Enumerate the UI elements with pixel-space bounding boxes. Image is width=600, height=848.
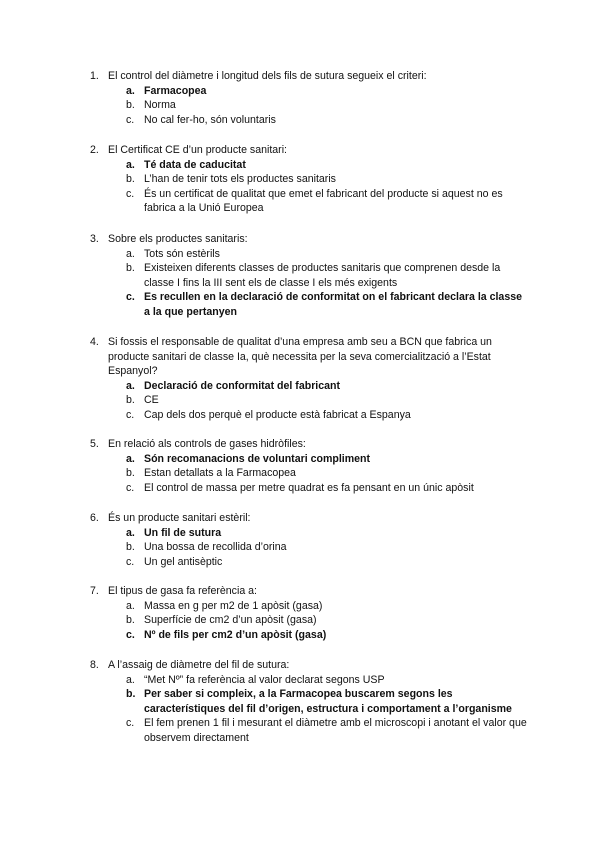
option-letter: a. [126,599,135,612]
option-text: Té data de caducitat [144,158,246,171]
question-stem [90,143,530,158]
question-4 [90,335,530,423]
question-number: 5. [90,438,99,450]
option-letter: b. [126,614,135,627]
option-b [90,261,530,290]
option-a [90,158,530,173]
option-letter: c. [126,408,135,421]
option-b [90,687,530,716]
option-text: CE [144,394,159,407]
option-list [90,379,530,423]
option-list [90,158,530,216]
option-c [90,555,530,570]
option-list [90,673,530,746]
option-c [90,290,530,319]
option-letter: b. [126,173,135,186]
option-text: Un fil de sutura [144,526,222,539]
option-c [90,716,530,745]
option-letter: a. [126,673,135,686]
option-text: Són recomanacions de voluntari compliment [144,452,371,465]
option-letter: c. [126,113,135,126]
question-2 [90,143,530,216]
option-text: L’han de tenir tots els productes sanitaris [144,173,336,186]
option-b [90,172,530,187]
option-text: El fem prenen 1 fil i mesurant el diàmetre amb el microscopi i anotant el valor que observem directament [144,717,527,744]
option-a [90,379,530,394]
question-7 [90,584,530,642]
option-list [90,247,530,320]
option-text: Es recullen en la declaració de conformitat on el fabricant declara la classe a la que pertanyen [144,291,522,318]
option-b [90,540,530,555]
option-letter: a. [126,526,135,539]
question-number: 6. [90,512,99,524]
option-c [90,481,530,496]
option-c [90,187,530,216]
option-text: Estan detallats a la Farmacopea [144,467,296,480]
option-letter: b. [126,541,135,554]
option-list [90,84,530,128]
option-letter: c. [126,628,135,641]
option-letter: c. [126,291,135,304]
question-5 [90,437,530,495]
option-letter: b. [126,99,135,112]
option-a [90,673,530,688]
option-text: Per saber si compleix, a la Farmacopea buscarem segons les característiques del fil d’origen, estructura i comportament a l’organisme [144,688,512,715]
question-text: El control del diàmetre i longitud dels fils de sutura segueix el criteri: [108,70,427,82]
option-letter: a. [126,379,135,392]
option-letter: b. [126,688,136,701]
question-text: En relació als controls de gases hidròfiles: [108,438,306,450]
option-letter: c. [126,717,135,730]
option-text: Farmacopea [144,84,207,97]
question-number: 1. [90,70,99,82]
option-text: Norma [144,99,176,112]
question-text: Si fossis el responsable de qualitat d’una empresa amb seu a BCN que fabrica un producte sanitari de classe Ia, què necessita per la seva comercialització a l’Estat Espanyol? [108,336,492,378]
question-1 [90,69,530,127]
option-a [90,247,530,262]
option-text: Nº de fils per cm2 d’un apòsit (gasa) [144,628,327,641]
question-text: És un producte sanitari estèril: [108,512,251,524]
option-text: És un certificat de qualitat que emet el fabricant del producte si aquest no es fabrica a la Unió Europea [144,187,503,215]
question-3 [90,232,530,320]
question-number: 2. [90,144,99,156]
option-text: Declaració de conformitat del fabricant [144,379,341,392]
option-a [90,84,530,99]
option-text: “Met Nº” fa referència al valor declarat segons USP [144,673,385,686]
option-letter: a. [126,452,135,465]
option-text: Tots són estèrils [144,247,220,260]
option-text: Massa en g per m2 de 1 apòsit (gasa) [144,599,323,612]
option-letter: c. [126,187,135,200]
option-b [90,98,530,113]
question-number: 3. [90,233,99,245]
option-text: Superfície de cm2 d’un apòsit (gasa) [144,614,317,627]
option-b [90,613,530,628]
option-text: No cal fer-ho, són voluntaris [144,113,276,126]
option-list [90,526,530,570]
option-a [90,452,530,467]
option-letter: b. [126,394,135,407]
question-text: A l’assaig de diàmetre del fil de sutura: [108,659,290,671]
question-text: Sobre els productes sanitaris: [108,233,248,245]
option-letter: a. [126,158,135,171]
question-text: El tipus de gasa fa referència a: [108,585,257,597]
option-list [90,599,530,643]
question-stem [90,658,530,673]
question-6 [90,511,530,569]
option-text: El control de massa per metre quadrat es fa pensant en un únic apòsit [144,481,474,494]
question-stem [90,232,530,247]
option-c [90,628,530,643]
option-text: Existeixen diferents classes de productes sanitaris que comprenen desde la classe I fins la III sent els de classe I els més exigents [144,262,501,289]
option-letter: b. [126,262,135,275]
option-letter: c. [126,555,135,568]
option-letter: c. [126,481,135,494]
question-text: El Certificat CE d’un producte sanitari: [108,144,287,156]
option-list [90,452,530,496]
option-a [90,599,530,614]
option-text: Una bossa de recollida d’orina [144,541,287,554]
option-letter: a. [126,247,135,260]
option-text: Cap dels dos perquè el producte està fabricat a Espanya [144,408,411,421]
option-letter: a. [126,84,135,97]
question-8 [90,658,530,746]
option-b [90,466,530,481]
option-letter: b. [126,467,135,480]
question-number: 4. [90,336,99,348]
question-stem [90,437,530,452]
question-number: 8. [90,659,99,671]
option-b [90,393,530,408]
question-stem [90,511,530,526]
option-a [90,526,530,541]
option-text: Un gel antisèptic [144,555,223,568]
question-stem [90,584,530,599]
option-c [90,113,530,128]
question-number: 7. [90,585,99,597]
question-stem [90,69,530,84]
option-c [90,408,530,423]
question-stem [90,335,530,379]
